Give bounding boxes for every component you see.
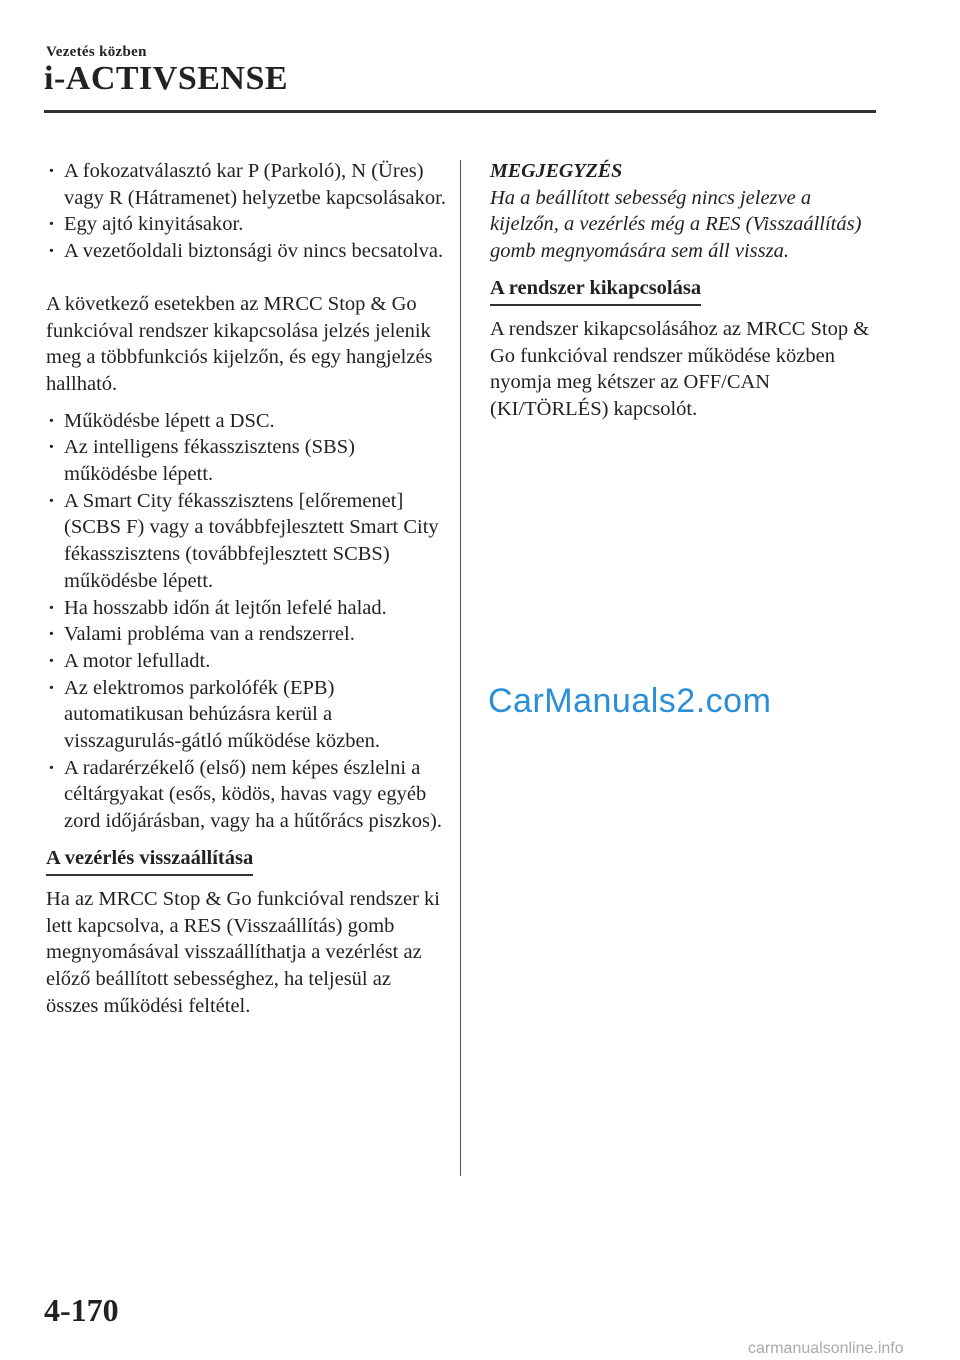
right-column (490, 158, 880, 423)
note-title: MEGJEGYZÉS (490, 160, 623, 182)
page-title: i-ACTIVSENSE (44, 60, 289, 97)
header-rule (44, 110, 876, 113)
footer-brand: carmanualsonline.info (748, 1340, 904, 1357)
list-item: · A vezetőoldali biztonsági öv nincs becsatolva. (46, 238, 446, 265)
list-item: · Az intelligens fékasszisztens (SBS) működésbe lépett. (46, 434, 446, 487)
list-item: · Valami probléma van a rendszerrel. (46, 621, 446, 648)
page-number: 4-170 (44, 1292, 119, 1328)
list-item: · Működésbe lépett a DSC. (46, 408, 446, 435)
list-item: · A Smart City fékasszisztens [előremenet] (SCBS F) vagy a továbbfejlesztett Smart City fékasszisztens (továbbfejlesztett SCBS) működésbe lépett. (46, 488, 446, 595)
bullet-list-conditions (46, 158, 446, 265)
subheading-system-off: A rendszer kikapcsolása (490, 275, 701, 306)
column-divider (460, 160, 461, 1176)
list-item: · Az elektromos parkolófék (EPB) automatikusan behúzásra kerül a visszagurulás-gátló működése közben. (46, 675, 446, 755)
list-item: · Ha hosszabb időn át lejtőn lefelé halad. (46, 595, 446, 622)
left-column (46, 158, 446, 1019)
note-text: Ha a beállított sebesség nincs jelezve a kijelzőn, a vezérlés még a RES (Visszaállítás) gomb megnyomására sem áll vissza. (490, 186, 862, 263)
subheading-resume-control: A vezérlés visszaállítása (46, 845, 253, 876)
paragraph-system-off: A rendszer kikapcsolásához az MRCC Stop & Go funkcióval rendszer működése közben nyomja meg kétszer az OFF/CAN (KI/TÖRLÉS) kapcsolót. (490, 317, 870, 420)
bullet-list-cancel-cases (46, 408, 446, 835)
paragraph-resume-info: Ha az MRCC Stop & Go funkcióval rendszer ki lett kapcsolva, a RES (Visszaállítás) gomb megnyomásával visszaállíthatja a vezérlést az előző beállított sebességhez, ha teljesül az összes működési feltétel. (46, 887, 440, 1017)
list-item: · A radarérzékelő (első) nem képes észlelni a céltárgyakat (esős, ködös, havas vagy egyéb zord időjárásban, vagy ha a hűtőrács piszkos). (46, 755, 446, 835)
section-label: Vezetés közben (46, 44, 147, 60)
watermark-logo: CarManuals2.com (488, 682, 772, 720)
list-item: · A motor lefulladt. (46, 648, 446, 675)
list-item: · Egy ajtó kinyitásakor. (46, 211, 446, 238)
paragraph-cancel-info: A következő esetekben az MRCC Stop & Go funkcióval rendszer kikapcsolása jelzés jelenik meg a többfunkciós kijelzőn, és egy hangjelzés hallható. (46, 292, 433, 395)
list-item: · A fokozatválasztó kar P (Parkoló), N (Üres) vagy R (Hátramenet) helyzetbe kapcsolásakor. (46, 158, 446, 211)
